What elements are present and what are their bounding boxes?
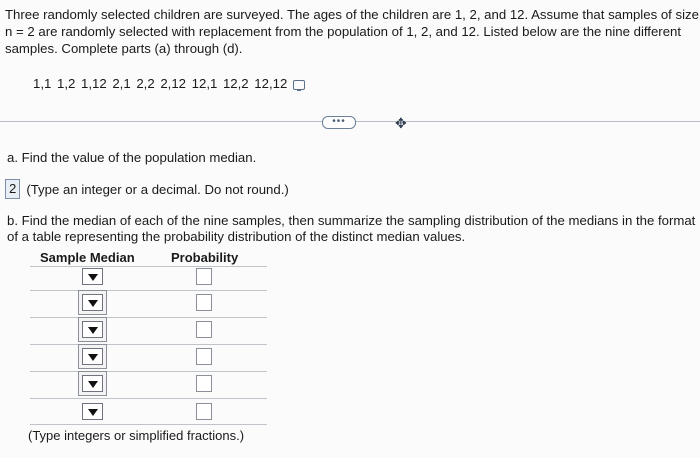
probability-input-6[interactable]: [196, 403, 212, 420]
problem-intro: Three randomly selected children are surveyed. The ages of the children are 1, 2, and 12. Assume that samples of size n = 2 are randomly selected with replacement from the population of 1, 2, and 12. Listed below are the nine different samples. Complete parts (a) through (d).: [5, 7, 699, 56]
probability-input-5[interactable]: [196, 375, 212, 392]
table-row-line: [30, 317, 267, 318]
median-dropdown-2[interactable]: [82, 294, 103, 311]
move-icon[interactable]: ✥: [395, 115, 407, 131]
copy-icon[interactable]: [293, 80, 305, 90]
median-dropdown-6[interactable]: [82, 403, 103, 420]
median-dropdown-1[interactable]: [82, 268, 103, 285]
median-dropdown-5[interactable]: [82, 375, 103, 392]
table-row-line: [30, 398, 267, 399]
table-row-line: [30, 371, 267, 372]
table-row-line: [30, 424, 267, 425]
part-a-hint: (Type an integer or a decimal. Do not round.): [26, 181, 289, 197]
part-a-answer-row: [5, 179, 289, 199]
expand-more-button[interactable]: •••: [322, 116, 356, 129]
table-header-line: [30, 266, 267, 267]
part-b-question: b. Find the median of each of the nine samples, then summarize the sampling distribution of the medians in the format of a table representing the probability distribution of the distinct median values.: [7, 213, 696, 244]
part-a-answer-input[interactable]: 2: [5, 179, 20, 199]
probability-input-1[interactable]: [196, 268, 212, 285]
probability-input-2[interactable]: [196, 294, 212, 311]
table-row-line: [30, 290, 267, 291]
samples-list: [33, 76, 305, 91]
median-dropdown-3[interactable]: [82, 321, 103, 338]
part-b-footnote: (Type integers or simplified fractions.): [28, 428, 245, 443]
probability-input-3[interactable]: [196, 321, 212, 338]
column-header-probability: Probability: [171, 250, 239, 265]
table-row-line: [30, 344, 267, 345]
part-a-question: a. Find the value of the population median.: [7, 150, 257, 165]
probability-input-4[interactable]: [196, 348, 212, 365]
samples-text: 1,1 1,2 1,12 2,1 2,2 2,12 12,1 12,2 12,12: [33, 76, 288, 91]
median-dropdown-4[interactable]: [82, 348, 103, 365]
column-header-sample-median: Sample Median: [40, 250, 135, 265]
